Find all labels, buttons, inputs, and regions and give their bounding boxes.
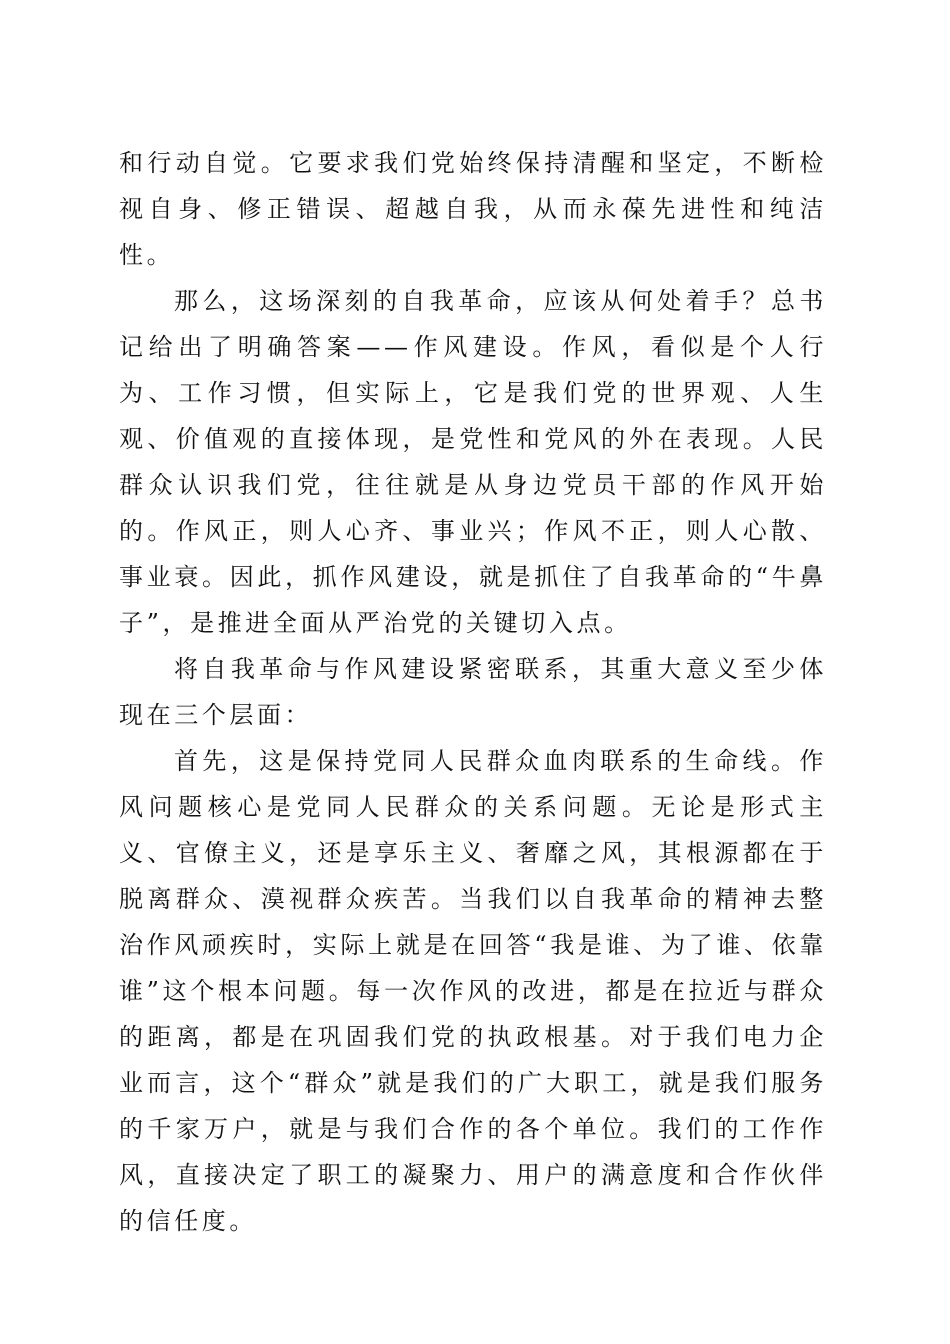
paragraph-significance-intro: 将自我革命与作风建设紧密联系，其重大意义至少体现在三个层面： <box>119 655 827 729</box>
paragraph-style-building: 那么，这场深刻的自我革命，应该从何处着手？总书记给出了明确答案——作风建设。作风，看似是个人行为、工作习惯，但实际上，它是我们党的世界观、人生观、价值观的直接体现，是党性和党风的外在表现。人民群众认识我们党，往往就是从身边党员干部的作风开始的。作风正，则人心齐、事业兴；作风不正，则人心散、事业衰。因此，抓作风建设，就是抓住了自我革命的“牛鼻子”，是推进全面从严治党的关键切入点。 <box>119 287 827 637</box>
paragraph-first-level: 首先，这是保持党同人民群众血肉联系的生命线。作风问题核心是党同人民群众的关系问题。无论是形式主义、官僚主义，还是享乐主义、奢靡之风，其根源都在于脱离群众、漠视群众疾苦。当我们以自我革命的精神去整治作风顽疾时，实际上就是在回答“我是谁、为了谁、依靠谁”这个根本问题。每一次作风的改进，都是在拉近与群众的距离，都是在巩固我们党的执政根基。对于我们电力企业而言，这个“群众”就是我们的广大职工，就是我们服务的千家万户，就是与我们合作的各个单位。我们的工作作风，直接决定了职工的凝聚力、用户的满意度和合作伙伴的信任度。 <box>119 747 827 1235</box>
document-body <box>119 140 827 1244</box>
paragraph-continuation: 和行动自觉。它要求我们党始终保持清醒和坚定，不断检视自身、修正错误、超越自我，从而永葆先进性和纯洁性。 <box>119 149 827 269</box>
